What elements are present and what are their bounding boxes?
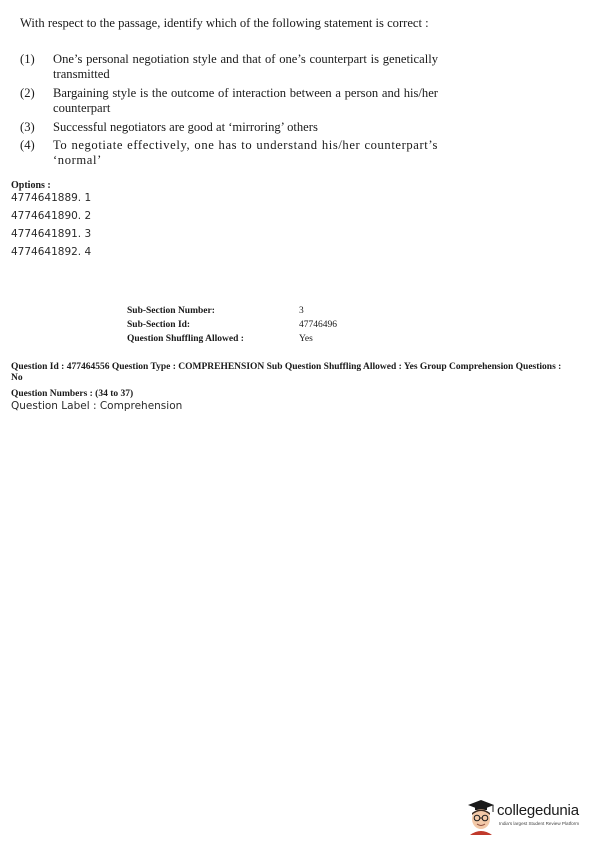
- options-label: Options :: [11, 180, 51, 191]
- statement-text: To negotiate effectively, one has to understand his/her counterpart’s ‘normal’: [53, 138, 438, 167]
- question-numbers: Question Numbers : (34 to 37): [11, 389, 134, 399]
- question-stem: With respect to the passage, identify which of the following statement is correct :: [20, 16, 429, 30]
- statement-number: (3): [20, 120, 35, 134]
- sub-section-id-label: Sub-Section Id:: [127, 320, 191, 330]
- question-shuffling-label: Question Shuffling Allowed :: [127, 334, 244, 344]
- option-choice-1[interactable]: 4774641889. 1: [11, 192, 92, 204]
- sub-section-id-value: 47746496: [299, 320, 337, 330]
- logo-tagline: India's largest Student Review Platform: [499, 821, 580, 826]
- statement-number: (4): [20, 138, 35, 152]
- statement-number: (2): [20, 86, 35, 100]
- option-choice-3[interactable]: 4774641891. 3: [11, 228, 92, 240]
- sub-section-number-label: Sub-Section Number:: [127, 306, 215, 316]
- question-label: Question Label : Comprehension: [11, 400, 183, 412]
- statement-number: (1): [20, 52, 35, 66]
- question-shuffling-value: Yes: [299, 334, 313, 344]
- statement-text: Bargaining style is the outcome of interaction between a person and his/her counterpart: [53, 86, 438, 115]
- statement-text: One’s personal negotiation style and that of one’s counterpart is genetically transmitted: [53, 52, 438, 81]
- statement-text: Successful negotiators are good at ‘mirroring’ others: [53, 120, 318, 134]
- sub-section-number-value: 3: [299, 306, 304, 316]
- collegedunia-logo: [466, 797, 591, 837]
- graduate-face-icon: [466, 797, 496, 835]
- option-choice-4[interactable]: 4774641892. 4: [11, 246, 92, 258]
- question-meta: Question Id : 477464556 Question Type : COMPREHENSION Sub Question Shuffling Allowed : Yes Group Comprehension Questions : No: [11, 362, 562, 383]
- option-choice-2[interactable]: 4774641890. 2: [11, 210, 92, 222]
- logo-wordmark: collegedunia: [497, 802, 579, 819]
